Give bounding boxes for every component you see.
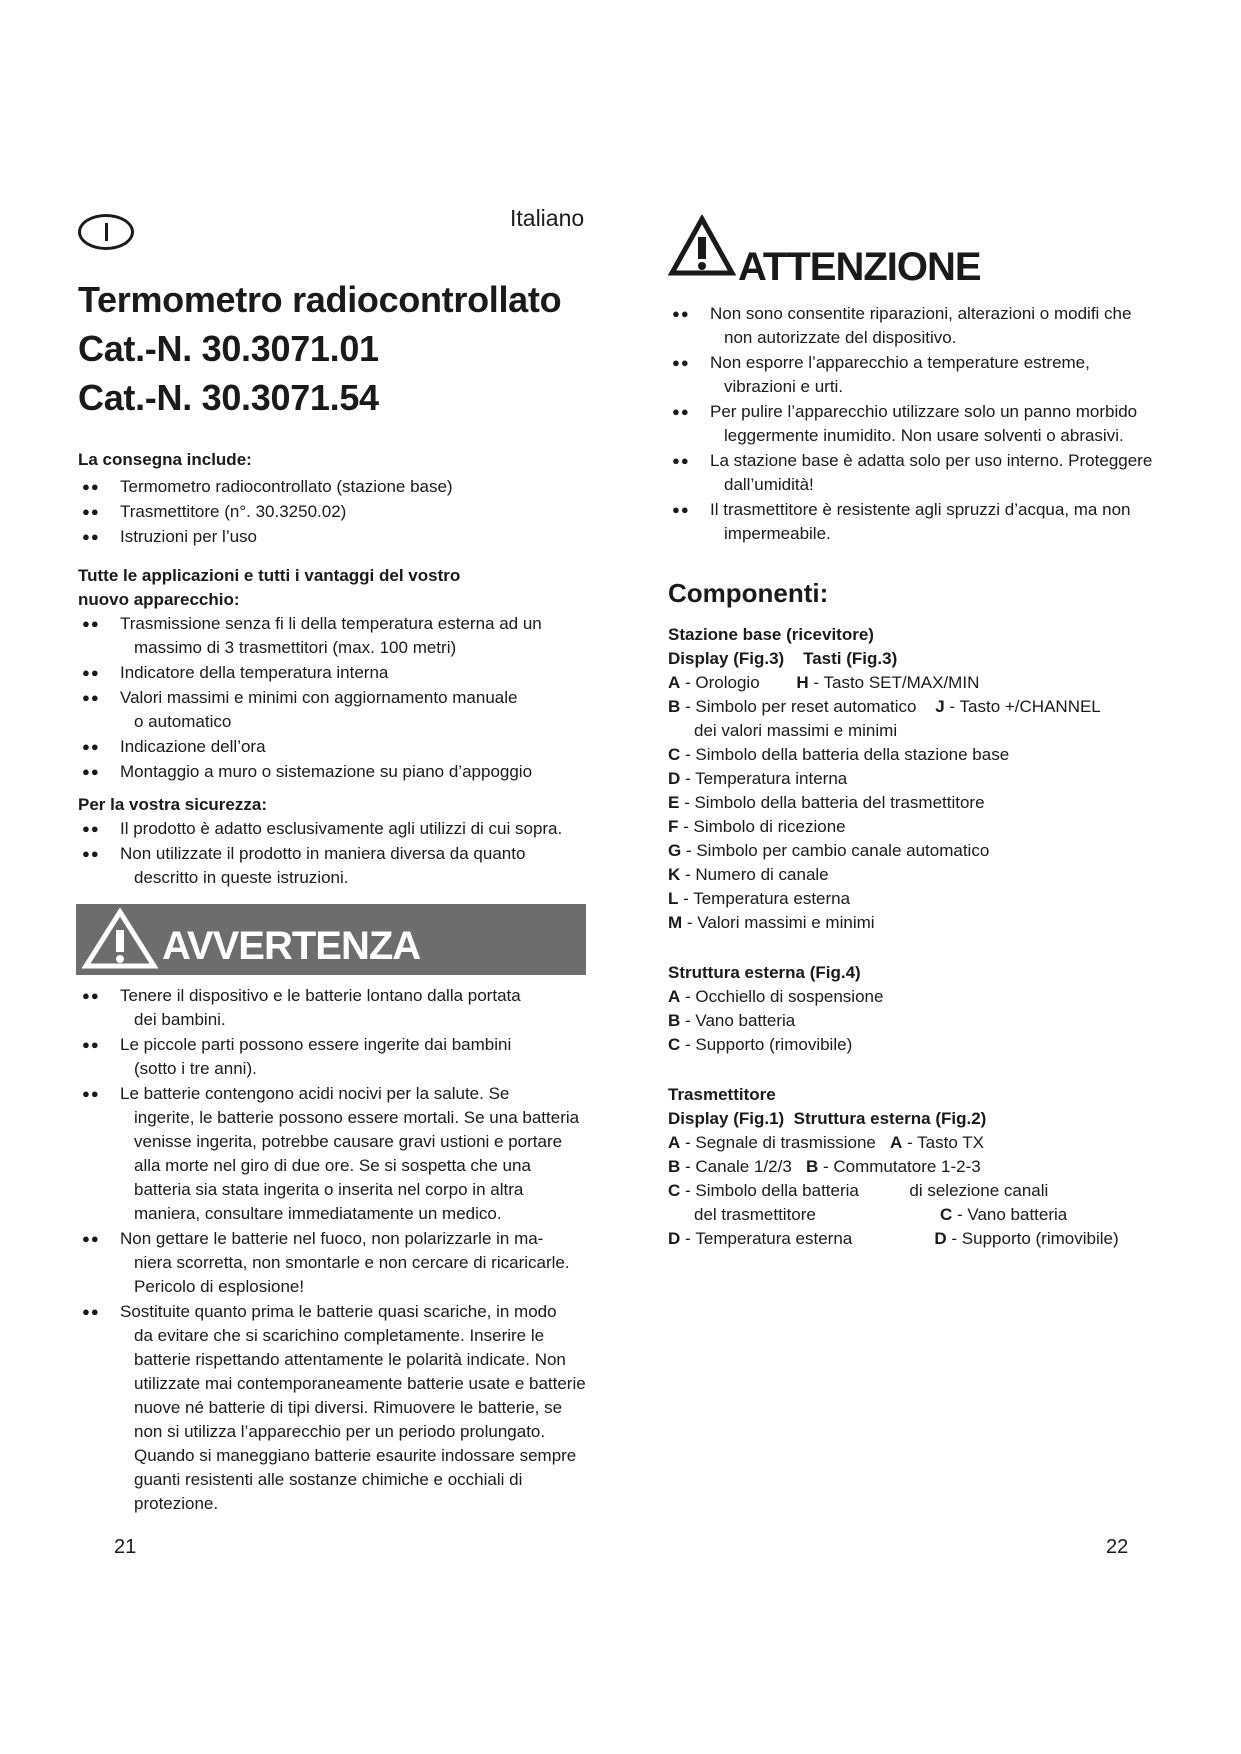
list-item: ●● Indicatore della temperatura interna bbox=[78, 661, 588, 685]
list-item: C - Simbolo della batteria di selezione canali bbox=[668, 1181, 1049, 1200]
warning-section bbox=[78, 984, 588, 1517]
advantages-heading-1: Tutte le applicazioni e tutti i vantaggi del vostro bbox=[78, 566, 461, 585]
safety-list bbox=[78, 817, 588, 890]
list-item: ●● Istruzioni per l’uso bbox=[78, 525, 588, 549]
list-item: A - Orologio H - Tasto SET/MAX/MIN bbox=[668, 673, 980, 692]
page-number-right: 22 bbox=[1106, 1536, 1129, 1558]
page-title bbox=[78, 275, 561, 422]
safety-heading: Per la vostra sicurezza: bbox=[78, 795, 267, 814]
list-item: ●● Termometro radiocontrollato (stazione base) bbox=[78, 475, 588, 499]
warning-title: AVVERTENZA bbox=[162, 924, 421, 968]
list-item: ●● Sostituite quanto prima le batterie quasi scariche, in modo da evitare che si scarichino completamente. Inserire le batterie rispettando attentamente le polarità indicate. Non utilizzate mai contemporaneamente batterie usate e batterie nuove né batterie di tipi diversi. Rimuovere le batterie, se non si utilizza l’apparecchio per un periodo prolungato. Quando si maneggiano batterie esaurite indossare sempre guanti resistenti alle sostanze chimiche e occhiali di protezione. bbox=[78, 1300, 588, 1516]
list-item: C - Simbolo della batteria della stazione base bbox=[668, 745, 1010, 764]
attention-list bbox=[668, 302, 1168, 546]
list-item: D - Temperatura interna bbox=[668, 769, 848, 788]
list-item: ●● Le piccole parti possono essere ingerite dai bambini (sotto i tre anni). bbox=[78, 1033, 588, 1081]
list-item: ●● Indicazione dell’ora bbox=[78, 735, 588, 759]
warning-triangle-icon bbox=[82, 908, 158, 970]
advantages-list bbox=[78, 612, 588, 784]
list-item: ●● Le batterie contengono acidi nocivi per la salute. Se ingerite, le batterie possono essere mortali. Se una batteria venisse ingerita, potrebbe causare gravi ustioni e portare alla morte nel giro di due ore. Se si sospetta che una batteria sia stata ingerita o inserita nel corpo in altra maniera, consultare immediatamente un medico. bbox=[78, 1082, 588, 1226]
title-line-3: Cat.-N. 30.3071.54 bbox=[78, 377, 379, 418]
list-item: ●● Non esporre l’apparecchio a temperature estreme, vibrazioni e urti. bbox=[668, 351, 1168, 399]
list-item: B - Canale 1/2/3 B - Commutatore 1-2-3 bbox=[668, 1157, 981, 1176]
title-line-2: Cat.-N. 30.3071.01 bbox=[78, 328, 379, 369]
language-label: Italiano bbox=[510, 205, 585, 231]
attention-section bbox=[668, 302, 1168, 547]
list-item: ●● Non utilizzate il prodotto in maniera diversa da quanto descritto in queste istruzioni. bbox=[78, 842, 588, 890]
list-item: A - Segnale di trasmissione A - Tasto TX bbox=[668, 1133, 984, 1152]
attention-title: ATTENZIONE bbox=[738, 245, 981, 289]
list-item: ●● Trasmissione senza fi li della temperatura esterna ad un massimo di 3 trasmettitori (max. 100 metri) bbox=[78, 612, 588, 660]
list-item: ●● Non sono consentite riparazioni, alterazioni o modifi che non autorizzate del dispositivo. bbox=[668, 302, 1168, 350]
list-item: ●● Il trasmettitore è resistente agli spruzzi d’acqua, ma non impermeabile. bbox=[668, 498, 1168, 546]
list-item: G - Simbolo per cambio canale automatico bbox=[668, 841, 990, 860]
warning-list bbox=[78, 984, 588, 1516]
list-item: D - Temperatura esterna D - Supporto (rimovibile) bbox=[668, 1229, 1119, 1248]
list-item: ●● Trasmettitore (n°. 30.3250.02) bbox=[78, 500, 588, 524]
list-item: F - Simbolo di ricezione bbox=[668, 817, 846, 836]
delivery-heading: La consegna include: bbox=[78, 450, 252, 469]
list-item: ●● Per pulire l’apparecchio utilizzare solo un panno morbido leggermente inumidito. Non usare solventi o abrasivi. bbox=[668, 400, 1168, 448]
warning-triangle-icon bbox=[668, 215, 736, 277]
title-line-1: Termometro radiocontrollato bbox=[78, 279, 562, 320]
base-subheadings: Display (Fig.3) Tasti (Fig.3) bbox=[668, 649, 898, 668]
components-title: Componenti: bbox=[668, 578, 829, 608]
list-item: ●● La stazione base è adatta solo per uso interno. Proteggere dall’umidità! bbox=[668, 449, 1168, 497]
page-number-left: 21 bbox=[114, 1536, 137, 1558]
list-item: E - Simbolo della batteria del trasmettitore bbox=[668, 793, 985, 812]
components-section bbox=[668, 578, 1168, 1251]
warning-banner bbox=[76, 904, 586, 975]
list-item: ●● Valori massimi e minimi con aggiornamento manuale o automatico bbox=[78, 686, 588, 734]
list-item: del trasmettitore C - Vano batteria bbox=[694, 1205, 1068, 1224]
delivery-list bbox=[78, 475, 588, 549]
list-item: ●● Non gettare le batterie nel fuoco, non polarizzarle in ma- niera scorretta, non smontarle e non cercare di ricaricarle. Pericolo di esplosione! bbox=[78, 1227, 588, 1299]
base-heading: Stazione base (ricevitore) bbox=[668, 625, 874, 644]
list-item: M - Valori massimi e minimi bbox=[668, 913, 875, 932]
tx-heading: Trasmettitore bbox=[668, 1085, 776, 1104]
language-icon bbox=[78, 214, 134, 250]
list-item: ●● Il prodotto è adatto esclusivamente agli utilizzi di cui sopra. bbox=[78, 817, 588, 841]
list-item: A - Occhiello di sospensione bbox=[668, 987, 884, 1006]
ext-heading: Struttura esterna (Fig.4) bbox=[668, 963, 861, 982]
list-item: K - Numero di canale bbox=[668, 865, 829, 884]
tx-subheadings: Display (Fig.1) Struttura esterna (Fig.2) bbox=[668, 1109, 987, 1128]
list-item: ●● Montaggio a muro o sistemazione su piano d’appoggio bbox=[78, 760, 588, 784]
list-item: B - Vano batteria bbox=[668, 1011, 796, 1030]
list-item: B - Simbolo per reset automatico J - Tasto +/CHANNEL dei valori massimi e minimi bbox=[668, 697, 1101, 740]
list-item: L - Temperatura esterna bbox=[668, 889, 851, 908]
list-item: ●● Tenere il dispositivo e le batterie lontano dalla portata dei bambini. bbox=[78, 984, 588, 1032]
advantages-heading-2: nuovo apparecchio: bbox=[78, 590, 240, 609]
left-column bbox=[78, 448, 588, 891]
list-item: C - Supporto (rimovibile) bbox=[668, 1035, 853, 1054]
